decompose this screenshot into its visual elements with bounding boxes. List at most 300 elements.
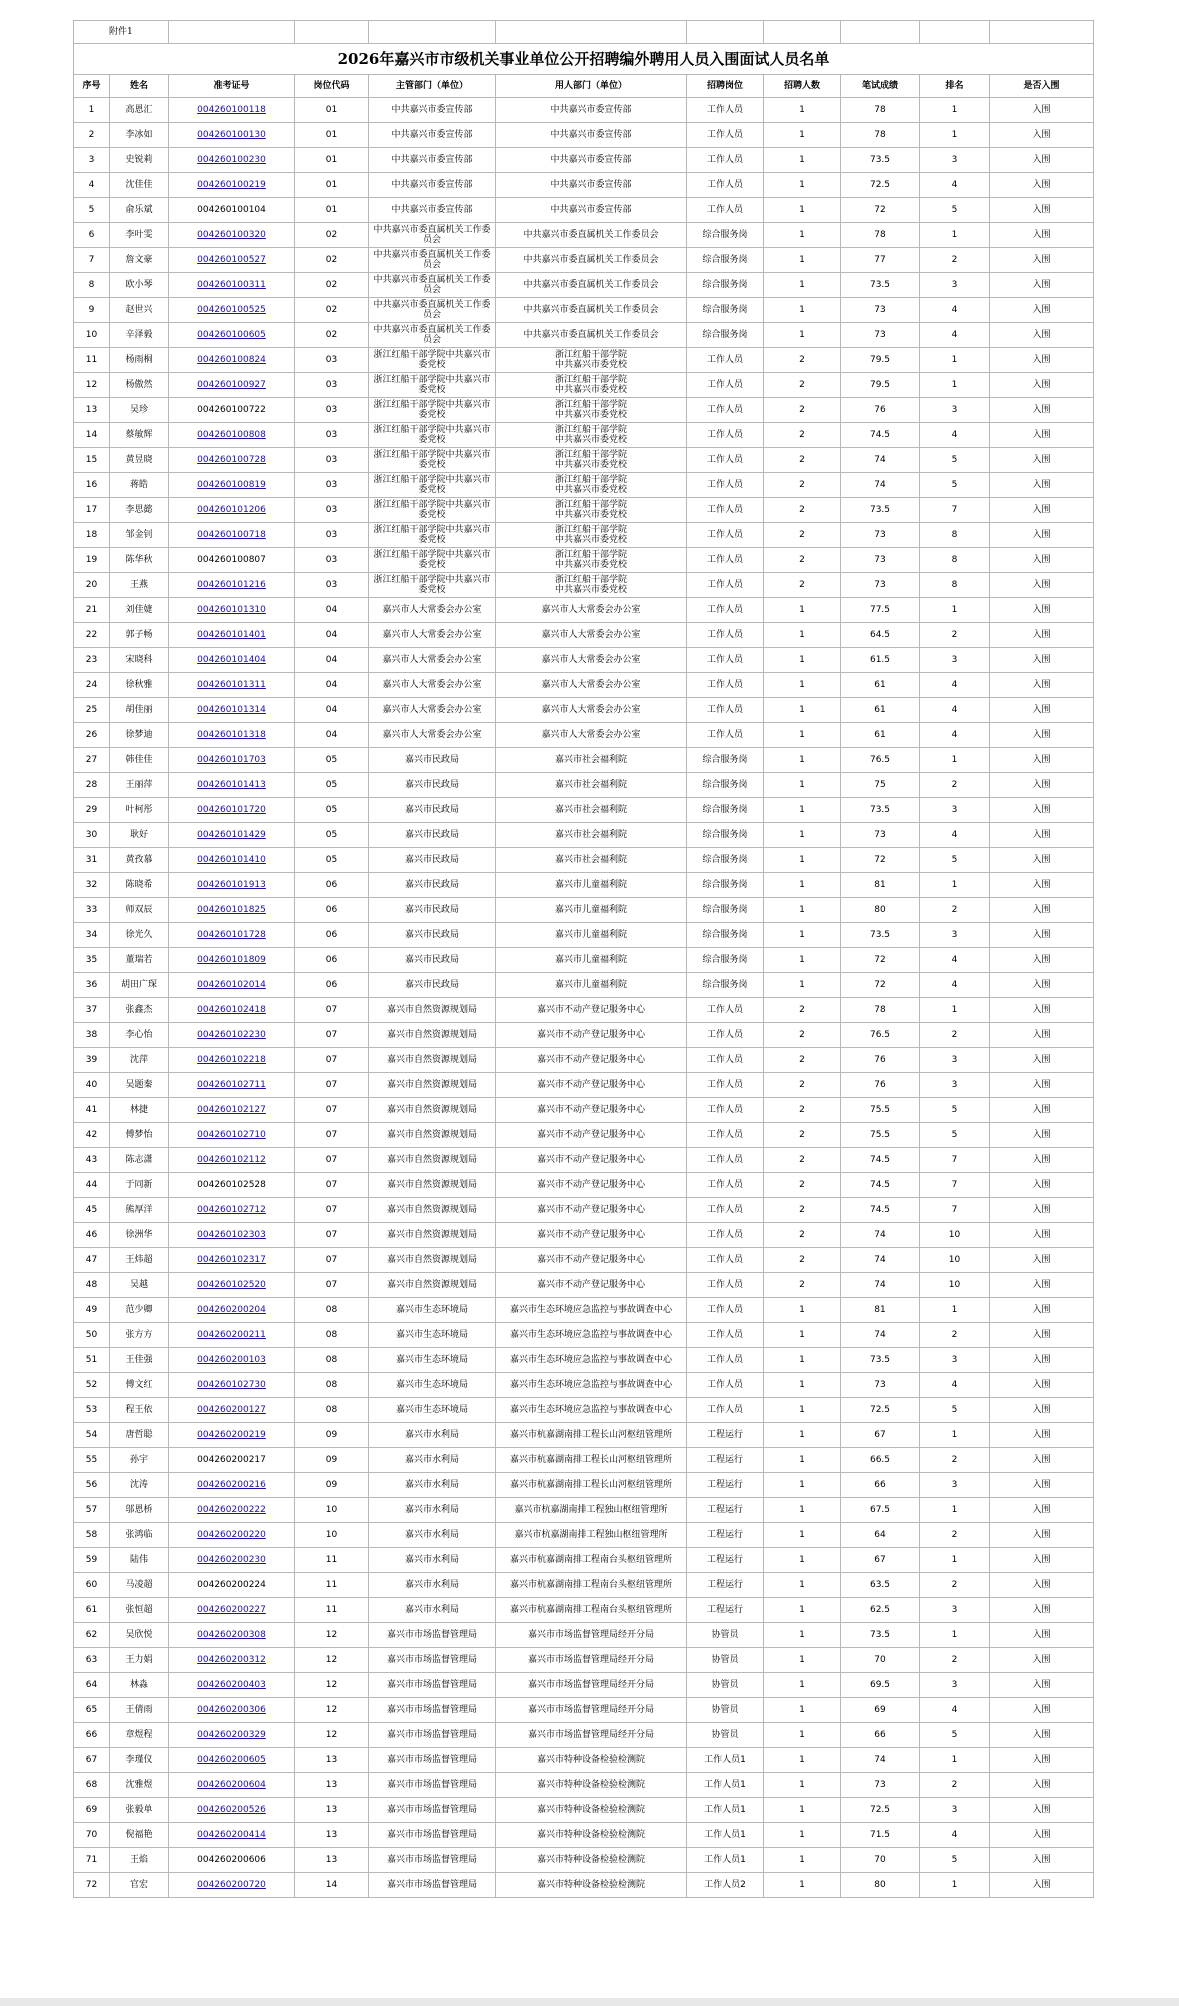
hire-count-cell[interactable]: [764, 573, 841, 598]
exam-id-link[interactable]: 004260200329: [197, 1730, 266, 1740]
hire-count-cell[interactable]: [764, 1448, 841, 1473]
post-name-cell[interactable]: [687, 248, 764, 273]
employing-unit-cell[interactable]: [496, 1698, 687, 1723]
post-code-cell[interactable]: [295, 1723, 369, 1748]
rank-cell[interactable]: [920, 873, 990, 898]
exam-id-cell[interactable]: [169, 1673, 295, 1698]
hire-count-cell[interactable]: [764, 498, 841, 523]
supervising-dept-cell[interactable]: [369, 1423, 496, 1448]
candidate-name-cell[interactable]: [110, 1623, 169, 1648]
written-score-cell[interactable]: [841, 823, 920, 848]
employing-unit-cell[interactable]: [496, 1073, 687, 1098]
supervising-dept-cell[interactable]: [369, 648, 496, 673]
supervising-dept-cell[interactable]: [369, 1398, 496, 1423]
exam-id-link[interactable]: 004260100311: [197, 280, 266, 290]
written-score-cell[interactable]: [841, 1448, 920, 1473]
row-number-cell[interactable]: [74, 1148, 110, 1173]
row-number-cell[interactable]: [74, 1698, 110, 1723]
post-name-cell[interactable]: [687, 873, 764, 898]
candidate-name-cell[interactable]: [110, 198, 169, 223]
candidate-name-cell[interactable]: [110, 898, 169, 923]
rank-cell[interactable]: [920, 423, 990, 448]
post-name-cell[interactable]: [687, 373, 764, 398]
written-score-cell[interactable]: [841, 1298, 920, 1323]
employing-unit-cell[interactable]: [496, 1273, 687, 1298]
post-code-cell[interactable]: [295, 298, 369, 323]
rank-cell[interactable]: [920, 723, 990, 748]
shortlist-status-cell[interactable]: [990, 1098, 1094, 1123]
exam-id-cell[interactable]: [169, 1723, 295, 1748]
exam-id-cell[interactable]: [169, 1048, 295, 1073]
exam-id-link[interactable]: 004260102710: [197, 1130, 266, 1140]
post-code-cell[interactable]: [295, 1623, 369, 1648]
rank-cell[interactable]: [920, 848, 990, 873]
exam-id-cell[interactable]: [169, 1398, 295, 1423]
candidate-name-cell[interactable]: [110, 623, 169, 648]
shortlist-status-cell[interactable]: [990, 1623, 1094, 1648]
exam-id-cell[interactable]: [169, 373, 295, 398]
candidate-name-cell[interactable]: [110, 1173, 169, 1198]
post-name-cell[interactable]: [687, 973, 764, 998]
written-score-cell[interactable]: [841, 673, 920, 698]
exam-id-cell[interactable]: [169, 223, 295, 248]
rank-cell[interactable]: [920, 573, 990, 598]
written-score-cell[interactable]: [841, 1148, 920, 1173]
rank-cell[interactable]: [920, 1798, 990, 1823]
hire-count-cell[interactable]: [764, 823, 841, 848]
row-number-cell[interactable]: [74, 1373, 110, 1398]
supervising-dept-cell[interactable]: [369, 1023, 496, 1048]
post-name-cell[interactable]: [687, 348, 764, 373]
written-score-cell[interactable]: [841, 1748, 920, 1773]
rank-cell[interactable]: [920, 698, 990, 723]
row-number-cell[interactable]: [74, 723, 110, 748]
row-number-cell[interactable]: [74, 548, 110, 573]
row-number-cell[interactable]: [74, 1673, 110, 1698]
row-number-cell[interactable]: [74, 773, 110, 798]
post-code-cell[interactable]: [295, 1698, 369, 1723]
candidate-name-cell[interactable]: [110, 348, 169, 373]
candidate-name-cell[interactable]: [110, 698, 169, 723]
exam-id-cell[interactable]: [169, 148, 295, 173]
written-score-cell[interactable]: [841, 1098, 920, 1123]
supervising-dept-cell[interactable]: [369, 623, 496, 648]
hire-count-cell[interactable]: [764, 1123, 841, 1148]
post-name-cell[interactable]: [687, 473, 764, 498]
post-name-cell[interactable]: [687, 273, 764, 298]
written-score-cell[interactable]: [841, 723, 920, 748]
shortlist-status-cell[interactable]: [990, 648, 1094, 673]
hire-count-cell[interactable]: [764, 1373, 841, 1398]
employing-unit-cell[interactable]: [496, 348, 687, 373]
post-code-cell[interactable]: [295, 1748, 369, 1773]
row-number-cell[interactable]: [74, 1223, 110, 1248]
supervising-dept-cell[interactable]: [369, 873, 496, 898]
rank-cell[interactable]: [920, 123, 990, 148]
supervising-dept-cell[interactable]: [369, 1823, 496, 1848]
employing-unit-cell[interactable]: [496, 748, 687, 773]
rank-cell[interactable]: [920, 1448, 990, 1473]
exam-id-link[interactable]: 004260200604: [197, 1780, 266, 1790]
exam-id-link[interactable]: 004260101825: [197, 905, 266, 915]
written-score-cell[interactable]: [841, 1673, 920, 1698]
post-code-cell[interactable]: [295, 1648, 369, 1673]
hire-count-cell[interactable]: [764, 898, 841, 923]
candidate-name-cell[interactable]: [110, 1398, 169, 1423]
post-name-cell[interactable]: [687, 848, 764, 873]
exam-id-link[interactable]: 004260101314: [197, 705, 266, 715]
exam-id-cell[interactable]: [169, 198, 295, 223]
shortlist-status-cell[interactable]: [990, 1398, 1094, 1423]
exam-id-cell[interactable]: [169, 1423, 295, 1448]
written-score-cell[interactable]: [841, 1623, 920, 1648]
exam-id-link[interactable]: 004260101413: [197, 780, 266, 790]
candidate-name-cell[interactable]: [110, 998, 169, 1023]
written-score-cell[interactable]: [841, 1223, 920, 1248]
employing-unit-cell[interactable]: [496, 1323, 687, 1348]
employing-unit-cell[interactable]: [496, 223, 687, 248]
row-number-cell[interactable]: [74, 1573, 110, 1598]
hire-count-cell[interactable]: [764, 373, 841, 398]
exam-id-cell[interactable]: [169, 423, 295, 448]
post-name-cell[interactable]: [687, 1023, 764, 1048]
exam-id-cell[interactable]: [169, 1573, 295, 1598]
exam-id-cell[interactable]: [169, 298, 295, 323]
employing-unit-cell[interactable]: [496, 173, 687, 198]
post-name-cell[interactable]: [687, 598, 764, 623]
post-code-cell[interactable]: [295, 1023, 369, 1048]
written-score-cell[interactable]: [841, 798, 920, 823]
row-number-cell[interactable]: [74, 973, 110, 998]
row-number-cell[interactable]: [74, 748, 110, 773]
row-number-cell[interactable]: [74, 1173, 110, 1198]
shortlist-status-cell[interactable]: [990, 1848, 1094, 1873]
hire-count-cell[interactable]: [764, 598, 841, 623]
post-name-cell[interactable]: [687, 1548, 764, 1573]
post-code-cell[interactable]: [295, 648, 369, 673]
written-score-cell[interactable]: [841, 1723, 920, 1748]
supervising-dept-cell[interactable]: [369, 798, 496, 823]
post-code-cell[interactable]: [295, 1223, 369, 1248]
written-score-cell[interactable]: [841, 1548, 920, 1573]
employing-unit-cell[interactable]: [496, 548, 687, 573]
row-number-cell[interactable]: [74, 1298, 110, 1323]
hire-count-cell[interactable]: [764, 1323, 841, 1348]
post-code-cell[interactable]: [295, 773, 369, 798]
candidate-name-cell[interactable]: [110, 473, 169, 498]
post-code-cell[interactable]: [295, 1048, 369, 1073]
post-code-cell[interactable]: [295, 1098, 369, 1123]
candidate-name-cell[interactable]: [110, 1298, 169, 1323]
exam-id-cell[interactable]: [169, 98, 295, 123]
exam-id-link[interactable]: 004260102303: [197, 1230, 266, 1240]
exam-id-link[interactable]: 004260200403: [197, 1680, 266, 1690]
hire-count-cell[interactable]: [764, 1073, 841, 1098]
supervising-dept-cell[interactable]: [369, 1873, 496, 1898]
exam-id-cell[interactable]: [169, 748, 295, 773]
written-score-cell[interactable]: [841, 423, 920, 448]
shortlist-status-cell[interactable]: [990, 1748, 1094, 1773]
empty-cell[interactable]: [687, 21, 764, 44]
post-name-cell[interactable]: [687, 1123, 764, 1148]
post-name-cell[interactable]: [687, 148, 764, 173]
shortlist-status-cell[interactable]: [990, 873, 1094, 898]
hire-count-cell[interactable]: [764, 873, 841, 898]
written-score-cell[interactable]: [841, 248, 920, 273]
hire-count-cell[interactable]: [764, 1798, 841, 1823]
supervising-dept-cell[interactable]: [369, 1223, 496, 1248]
exam-id-link[interactable]: 004260200312: [197, 1655, 266, 1665]
exam-id-link[interactable]: 004260101809: [197, 955, 266, 965]
candidate-name-cell[interactable]: [110, 498, 169, 523]
supervising-dept-cell[interactable]: [369, 123, 496, 148]
employing-unit-cell[interactable]: [496, 823, 687, 848]
post-code-cell[interactable]: [295, 1473, 369, 1498]
rank-cell[interactable]: [920, 323, 990, 348]
hire-count-cell[interactable]: [764, 1173, 841, 1198]
post-code-cell[interactable]: [295, 1823, 369, 1848]
shortlist-status-cell[interactable]: [990, 773, 1094, 798]
candidate-name-cell[interactable]: [110, 173, 169, 198]
candidate-name-cell[interactable]: [110, 1723, 169, 1748]
hire-count-cell[interactable]: [764, 1248, 841, 1273]
shortlist-status-cell[interactable]: [990, 198, 1094, 223]
rank-cell[interactable]: [920, 1848, 990, 1873]
written-score-cell[interactable]: [841, 1023, 920, 1048]
supervising-dept-cell[interactable]: [369, 1348, 496, 1373]
employing-unit-cell[interactable]: [496, 1648, 687, 1673]
hire-count-cell[interactable]: [764, 1673, 841, 1698]
candidate-name-cell[interactable]: [110, 1648, 169, 1673]
post-code-cell[interactable]: [295, 1198, 369, 1223]
exam-id-link[interactable]: 004260102712: [197, 1205, 266, 1215]
row-number-cell[interactable]: [74, 1248, 110, 1273]
post-code-cell[interactable]: [295, 348, 369, 373]
shortlist-status-cell[interactable]: [990, 1123, 1094, 1148]
supervising-dept-cell[interactable]: [369, 498, 496, 523]
candidate-name-cell[interactable]: [110, 1473, 169, 1498]
rank-cell[interactable]: [920, 273, 990, 298]
exam-id-link[interactable]: 004260100219: [197, 180, 266, 190]
candidate-name-cell[interactable]: [110, 1348, 169, 1373]
post-code-cell[interactable]: [295, 698, 369, 723]
row-number-cell[interactable]: [74, 848, 110, 873]
shortlist-status-cell[interactable]: [990, 948, 1094, 973]
supervising-dept-cell[interactable]: [369, 998, 496, 1023]
exam-id-cell[interactable]: [169, 1848, 295, 1873]
rank-cell[interactable]: [920, 1373, 990, 1398]
written-score-cell[interactable]: [841, 1073, 920, 1098]
written-score-cell[interactable]: [841, 323, 920, 348]
candidate-name-cell[interactable]: [110, 723, 169, 748]
supervising-dept-cell[interactable]: [369, 1173, 496, 1198]
empty-cell[interactable]: [295, 21, 369, 44]
row-number-cell[interactable]: [74, 448, 110, 473]
hire-count-cell[interactable]: [764, 223, 841, 248]
shortlist-status-cell[interactable]: [990, 923, 1094, 948]
written-score-cell[interactable]: [841, 1848, 920, 1873]
row-number-cell[interactable]: [74, 1473, 110, 1498]
shortlist-status-cell[interactable]: [990, 1473, 1094, 1498]
shortlist-status-cell[interactable]: [990, 973, 1094, 998]
exam-id-cell[interactable]: [169, 798, 295, 823]
candidate-name-cell[interactable]: [110, 423, 169, 448]
candidate-name-cell[interactable]: [110, 1498, 169, 1523]
exam-id-link[interactable]: 004260102014: [197, 980, 266, 990]
written-score-cell[interactable]: [841, 148, 920, 173]
written-score-cell[interactable]: [841, 1248, 920, 1273]
supervising-dept-cell[interactable]: [369, 1698, 496, 1723]
candidate-name-cell[interactable]: [110, 1148, 169, 1173]
exam-id-cell[interactable]: [169, 723, 295, 748]
written-score-cell[interactable]: [841, 1123, 920, 1148]
post-name-cell[interactable]: [687, 823, 764, 848]
exam-id-link[interactable]: 004260200220: [197, 1530, 266, 1540]
candidate-name-cell[interactable]: [110, 873, 169, 898]
hire-count-cell[interactable]: [764, 1423, 841, 1448]
hire-count-cell[interactable]: [764, 1748, 841, 1773]
post-name-cell[interactable]: [687, 773, 764, 798]
candidate-name-cell[interactable]: [110, 948, 169, 973]
post-name-cell[interactable]: [687, 673, 764, 698]
candidate-name-cell[interactable]: [110, 1823, 169, 1848]
supervising-dept-cell[interactable]: [369, 1198, 496, 1223]
shortlist-status-cell[interactable]: [990, 1873, 1094, 1898]
row-number-cell[interactable]: [74, 798, 110, 823]
hire-count-cell[interactable]: [764, 173, 841, 198]
shortlist-status-cell[interactable]: [990, 1648, 1094, 1673]
supervising-dept-cell[interactable]: [369, 1148, 496, 1173]
rank-cell[interactable]: [920, 998, 990, 1023]
post-name-cell[interactable]: [687, 648, 764, 673]
shortlist-status-cell[interactable]: [990, 1173, 1094, 1198]
hire-count-cell[interactable]: [764, 748, 841, 773]
post-name-cell[interactable]: [687, 1148, 764, 1173]
written-score-cell[interactable]: [841, 98, 920, 123]
hire-count-cell[interactable]: [764, 323, 841, 348]
post-name-cell[interactable]: [687, 573, 764, 598]
rank-cell[interactable]: [920, 373, 990, 398]
written-score-cell[interactable]: [841, 1798, 920, 1823]
written-score-cell[interactable]: [841, 1398, 920, 1423]
employing-unit-cell[interactable]: [496, 1623, 687, 1648]
candidate-name-cell[interactable]: [110, 1123, 169, 1148]
employing-unit-cell[interactable]: [496, 1223, 687, 1248]
post-name-cell[interactable]: [687, 1848, 764, 1873]
post-code-cell[interactable]: [295, 273, 369, 298]
hire-count-cell[interactable]: [764, 348, 841, 373]
row-number-cell[interactable]: [74, 223, 110, 248]
employing-unit-cell[interactable]: [496, 1823, 687, 1848]
post-code-cell[interactable]: [295, 1848, 369, 1873]
rank-cell[interactable]: [920, 473, 990, 498]
post-code-cell[interactable]: [295, 448, 369, 473]
row-number-cell[interactable]: [74, 1648, 110, 1673]
post-code-cell[interactable]: [295, 173, 369, 198]
supervising-dept-cell[interactable]: [369, 598, 496, 623]
post-code-cell[interactable]: [295, 723, 369, 748]
candidate-name-cell[interactable]: [110, 1573, 169, 1598]
written-score-cell[interactable]: [841, 273, 920, 298]
post-name-cell[interactable]: [687, 298, 764, 323]
shortlist-status-cell[interactable]: [990, 1248, 1094, 1273]
exam-id-cell[interactable]: [169, 1748, 295, 1773]
written-score-cell[interactable]: [841, 1648, 920, 1673]
exam-id-cell[interactable]: [169, 1823, 295, 1848]
supervising-dept-cell[interactable]: [369, 373, 496, 398]
post-name-cell[interactable]: [687, 1523, 764, 1548]
candidate-name-cell[interactable]: [110, 1098, 169, 1123]
post-name-cell[interactable]: [687, 398, 764, 423]
row-number-cell[interactable]: [74, 698, 110, 723]
rank-cell[interactable]: [920, 1573, 990, 1598]
shortlist-status-cell[interactable]: [990, 248, 1094, 273]
row-number-cell[interactable]: [74, 1198, 110, 1223]
employing-unit-cell[interactable]: [496, 298, 687, 323]
candidate-name-cell[interactable]: [110, 848, 169, 873]
post-name-cell[interactable]: [687, 173, 764, 198]
rank-cell[interactable]: [920, 923, 990, 948]
supervising-dept-cell[interactable]: [369, 1773, 496, 1798]
exam-id-link[interactable]: 004260101310: [197, 605, 266, 615]
post-name-cell[interactable]: [687, 998, 764, 1023]
row-number-cell[interactable]: [74, 148, 110, 173]
rank-cell[interactable]: [920, 1123, 990, 1148]
row-number-cell[interactable]: [74, 1623, 110, 1648]
employing-unit-cell[interactable]: [496, 323, 687, 348]
employing-unit-cell[interactable]: [496, 1173, 687, 1198]
exam-id-cell[interactable]: [169, 1173, 295, 1198]
rank-cell[interactable]: [920, 1648, 990, 1673]
rank-cell[interactable]: [920, 648, 990, 673]
written-score-cell[interactable]: [841, 448, 920, 473]
post-name-cell[interactable]: [687, 1448, 764, 1473]
supervising-dept-cell[interactable]: [369, 448, 496, 473]
employing-unit-cell[interactable]: [496, 648, 687, 673]
exam-id-cell[interactable]: [169, 1323, 295, 1348]
rank-cell[interactable]: [920, 1823, 990, 1848]
empty-cell[interactable]: [841, 21, 920, 44]
shortlist-status-cell[interactable]: [990, 123, 1094, 148]
shortlist-status-cell[interactable]: [990, 848, 1094, 873]
rank-cell[interactable]: [920, 1723, 990, 1748]
employing-unit-cell[interactable]: [496, 723, 687, 748]
hire-count-cell[interactable]: [764, 1623, 841, 1648]
post-code-cell[interactable]: [295, 1273, 369, 1298]
written-score-cell[interactable]: [841, 948, 920, 973]
post-code-cell[interactable]: [295, 473, 369, 498]
employing-unit-cell[interactable]: [496, 1798, 687, 1823]
exam-id-link[interactable]: 004260101206: [197, 505, 266, 515]
candidate-name-cell[interactable]: [110, 1273, 169, 1298]
employing-unit-cell[interactable]: [496, 798, 687, 823]
shortlist-status-cell[interactable]: [990, 1273, 1094, 1298]
supervising-dept-cell[interactable]: [369, 198, 496, 223]
hire-count-cell[interactable]: [764, 523, 841, 548]
row-number-cell[interactable]: [74, 1798, 110, 1823]
rank-cell[interactable]: [920, 98, 990, 123]
shortlist-status-cell[interactable]: [990, 1798, 1094, 1823]
post-code-cell[interactable]: [295, 1398, 369, 1423]
rank-cell[interactable]: [920, 1773, 990, 1798]
candidate-name-cell[interactable]: [110, 1773, 169, 1798]
post-code-cell[interactable]: [295, 1298, 369, 1323]
row-number-cell[interactable]: [74, 1498, 110, 1523]
post-code-cell[interactable]: [295, 1423, 369, 1448]
empty-cell[interactable]: [496, 21, 687, 44]
post-code-cell[interactable]: [295, 1773, 369, 1798]
candidate-name-cell[interactable]: [110, 973, 169, 998]
